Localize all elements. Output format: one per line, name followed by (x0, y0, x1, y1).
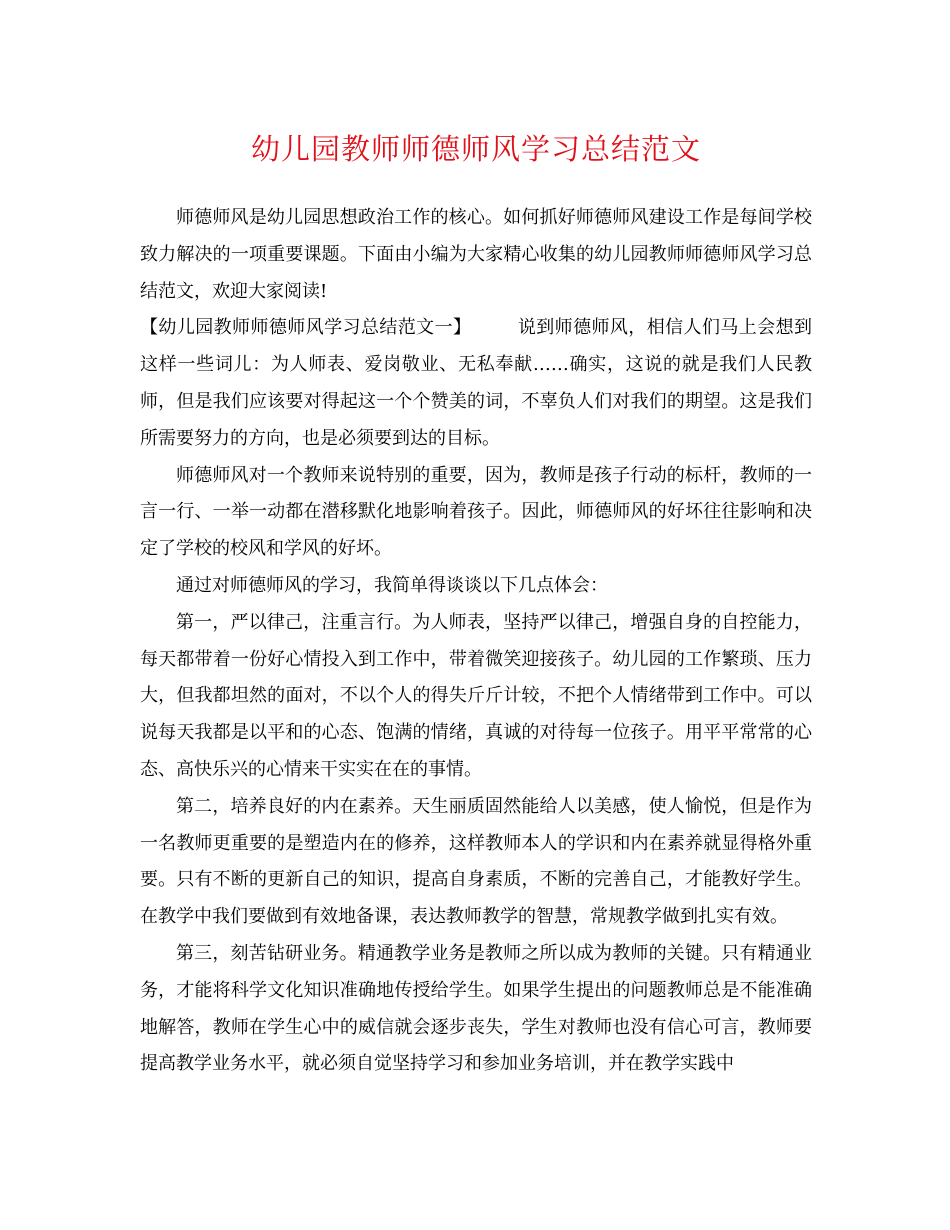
body-paragraph: 第一，严以律己，注重言行。为人师表，坚持严以律己，增强自身的自控能力，每天都带着一份好心情投入到工作中，带着微笑迎接孩子。幼儿园的工作繁琐、压力大，但我都坦然的面对，不以个人的得失斤斤计较，不把个人情绪带到工作中。可以说每天我都是以平和的心态、饱满的情绪，真诚的对待每一位孩子。用平平常常的心态、高快乐兴的心情来干实实在在的事情。 (140, 611, 812, 780)
intro-paragraph: 师德师风是幼儿园思想政治工作的核心。如何抓好师德师风建设工作是每间学校致力解决的一项重要课题。下面由小编为大家精心收集的幼儿园教师师德师风学习总结范文，欢迎大家阅读! (140, 207, 812, 302)
body-paragraph: 第二，培养良好的内在素养。天生丽质固然能给人以美感，使人愉悦，但是作为一名教师更重要的是塑造内在的修养，这样教师本人的学识和内在素养就显得格外重要。只有不断的更新自己的知识，提高自身素质，不断的完善自己，才能教好学生。在教学中我们要做到有效地备课，表达教师教学的智慧，常规教学做到扎实有效。 (140, 795, 812, 928)
section-first-paragraph: 说到师德师风，相信人们马上会想到这样一些词儿：为人师表、爱岗敬业、无私奉献……确实，这说的就是我们人民教师，但是我们应该要对得起这一个个赞美的词，不辜负人们对我们的期望。这是我们所需要努力的方向，也是必须要到达的目标。 (140, 317, 813, 449)
section-heading: 【幼儿园教师师德师风学习总结范文一】 (140, 317, 472, 339)
document-title: 幼儿园教师师德师风学习总结范文 (250, 132, 701, 166)
body-paragraph: 师德师风对一个教师来说特别的重要，因为，教师是孩子行动的标杆，教师的一言一行、一举一动都在潜移默化地影响着孩子。因此，师德师风的好坏往往影响和决定了学校的校风和学风的好坏。 (140, 464, 812, 560)
body-paragraph: 通过对师德师风的学习，我简单得谈谈以下几点体会： (176, 574, 608, 596)
section-paragraph (140, 310, 812, 457)
document-body (140, 200, 812, 1083)
body-paragraph: 第三，刻苦钻研业务。精通教学业务是教师之所以成为教师的关键。只有精通业务，才能将科学文化知识准确地传授给学生。如果学生提出的问题教师总是不能准确地解答，教师在学生心中的威信就会逐步丧失，学生对教师也没有信心可言，教师要提高教学业务水平，就必须自觉坚持学习和参加业务培训，并在教学实践中 (140, 942, 812, 1075)
